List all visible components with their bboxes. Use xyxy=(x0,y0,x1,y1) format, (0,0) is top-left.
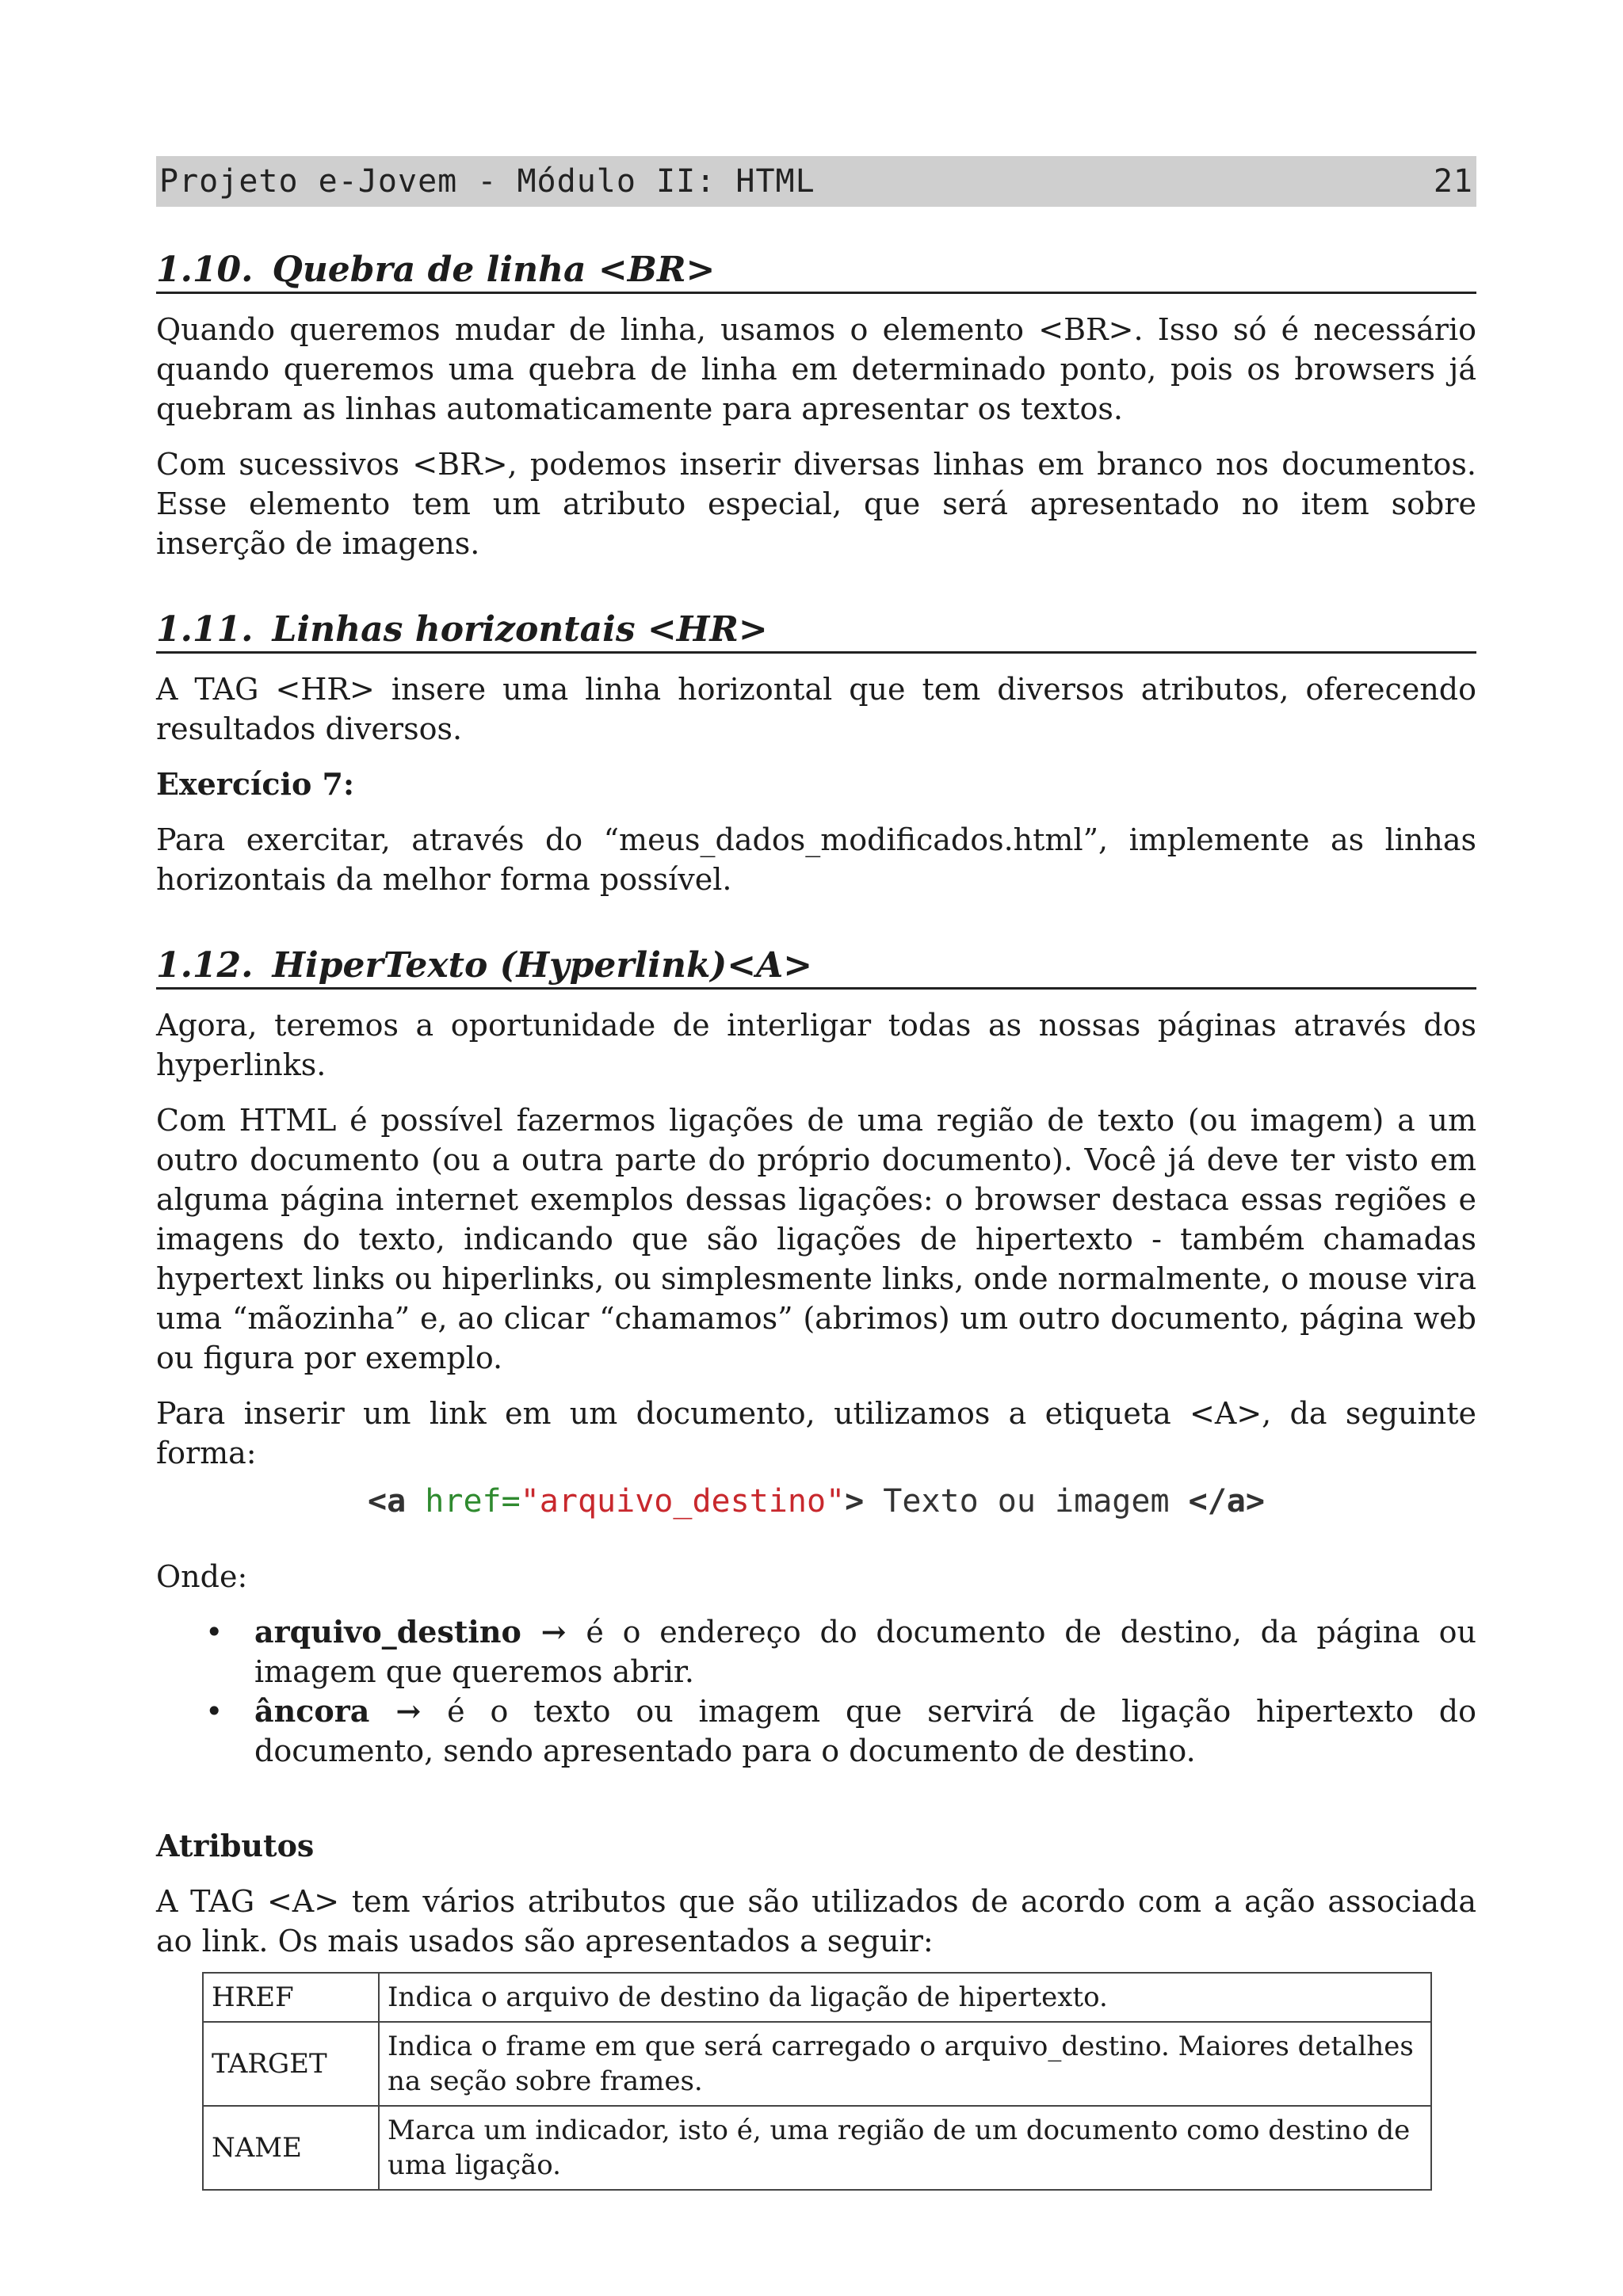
code-close-bracket: > xyxy=(845,1483,865,1520)
attributes-intro: A TAG <A> tem vários atributos que são utilizados de acordo com a ação associada ao link. Os mais usados são apresentados a seguir: xyxy=(156,1884,1476,1958)
section-title-a xyxy=(156,945,1476,990)
table-cell-name: TARGET xyxy=(203,2022,379,2106)
table-cell-name: HREF xyxy=(203,1973,379,2022)
paragraph: Com sucessivos <BR>, podemos inserir diversas linhas em branco nos documentos. Esse elemento tem um atributo especial, que será apresentado no item sobre inserção de imagens. xyxy=(156,447,1476,561)
attributes-table xyxy=(202,1972,1432,2191)
paragraph: Quando queremos mudar de linha, usamos o elemento <BR>. Isso só é necessário quando queremos uma quebra de linha em determinado ponto, pois os browsers já quebram as linhas automaticamente para apresentar os textos. xyxy=(156,312,1476,426)
section-heading: HiperTexto (Hyperlink)<A> xyxy=(272,945,813,986)
table-cell-desc: Indica o arquivo de destino da ligação de hipertexto. xyxy=(379,1973,1431,2022)
table-row xyxy=(203,2022,1431,2106)
bullet-list xyxy=(156,1612,1476,1771)
paragraph: Com HTML é possível fazermos ligações de uma região de texto (ou imagem) a um outro documento (ou a outra parte do próprio documento). Você já deve ter visto em alguma página internet exemplos dessas ligações: o browser destaca essas regiões e imagens do texto, indicando que são ligações de hipertexto - também chamadas hypertext links ou hiperlinks, ou simplesmente links, onde normalmente, o mouse vira uma “mãozinha” e, ao clicar “chamamos” (abrimos) um outro documento, página web ou figura por exemplo. xyxy=(156,1103,1476,1375)
bullet-desc: é o texto ou imagem que servirá de ligação hipertexto do documento, sendo apresentado para o documento de destino. xyxy=(254,1694,1476,1768)
code-attr-value: "arquivo_destino" xyxy=(520,1483,846,1520)
arrow-icon: → xyxy=(521,1614,586,1650)
table-cell-desc: Indica o frame em que será carregado o arquivo_destino. Maiores detalhes na seção sobre frames. xyxy=(379,2022,1431,2106)
code-content: Texto ou imagem xyxy=(864,1483,1189,1520)
bullet-term: âncora xyxy=(254,1693,370,1729)
code-open-tag: <a xyxy=(368,1483,407,1520)
table-cell-name: NAME xyxy=(203,2106,379,2190)
section-title-br xyxy=(156,250,1476,294)
page-number: 21 xyxy=(1433,163,1473,200)
onde-label: Onde: xyxy=(156,1559,248,1594)
paragraph: Para inserir um link em um documento, utilizamos a etiqueta <A>, da seguinte forma: xyxy=(156,1396,1476,1470)
attributes-heading: Atributos xyxy=(156,1828,315,1863)
section-number: 1.10. xyxy=(156,250,254,290)
section-title-hr xyxy=(156,609,1476,654)
table-row xyxy=(203,2106,1431,2190)
page-header xyxy=(156,156,1476,207)
list-item xyxy=(205,1691,1476,1771)
bullet-term: arquivo_destino xyxy=(254,1614,521,1650)
exercise-label: Exercício 7: xyxy=(156,766,355,802)
list-item xyxy=(205,1612,1476,1691)
header-title: Projeto e-Jovem - Módulo II: HTML xyxy=(159,163,815,200)
code-example xyxy=(156,1479,1476,1524)
paragraph: A TAG <HR> insere uma linha horizontal que tem diversos atributos, oferecendo resultados diversos. xyxy=(156,672,1476,746)
section-heading: Linhas horizontais <HR> xyxy=(272,609,768,650)
bullet-icon: • xyxy=(205,1615,223,1650)
section-number: 1.11. xyxy=(156,609,254,650)
section-number: 1.12. xyxy=(156,945,254,986)
table-cell-desc: Marca um indicador, isto é, uma região de um documento como destino de uma ligação. xyxy=(379,2106,1431,2190)
exercise-text: Para exercitar, através do “meus_dados_modificados.html”, implemente as linhas horizontais da melhor forma possível. xyxy=(156,822,1476,897)
bullet-icon: • xyxy=(205,1694,223,1729)
table-row xyxy=(203,1973,1431,2022)
document-page xyxy=(156,156,1476,2191)
paragraph: Agora, teremos a oportunidade de interligar todas as nossas páginas através dos hyperlinks. xyxy=(156,1008,1476,1082)
code-attr-name: href= xyxy=(425,1483,521,1520)
bullet-desc: é o endereço do documento de destino, da página ou imagem que queremos abrir. xyxy=(254,1615,1476,1689)
section-heading: Quebra de linha <BR> xyxy=(272,250,716,290)
code-end-tag: </a> xyxy=(1188,1483,1265,1520)
arrow-icon: → xyxy=(369,1693,448,1729)
